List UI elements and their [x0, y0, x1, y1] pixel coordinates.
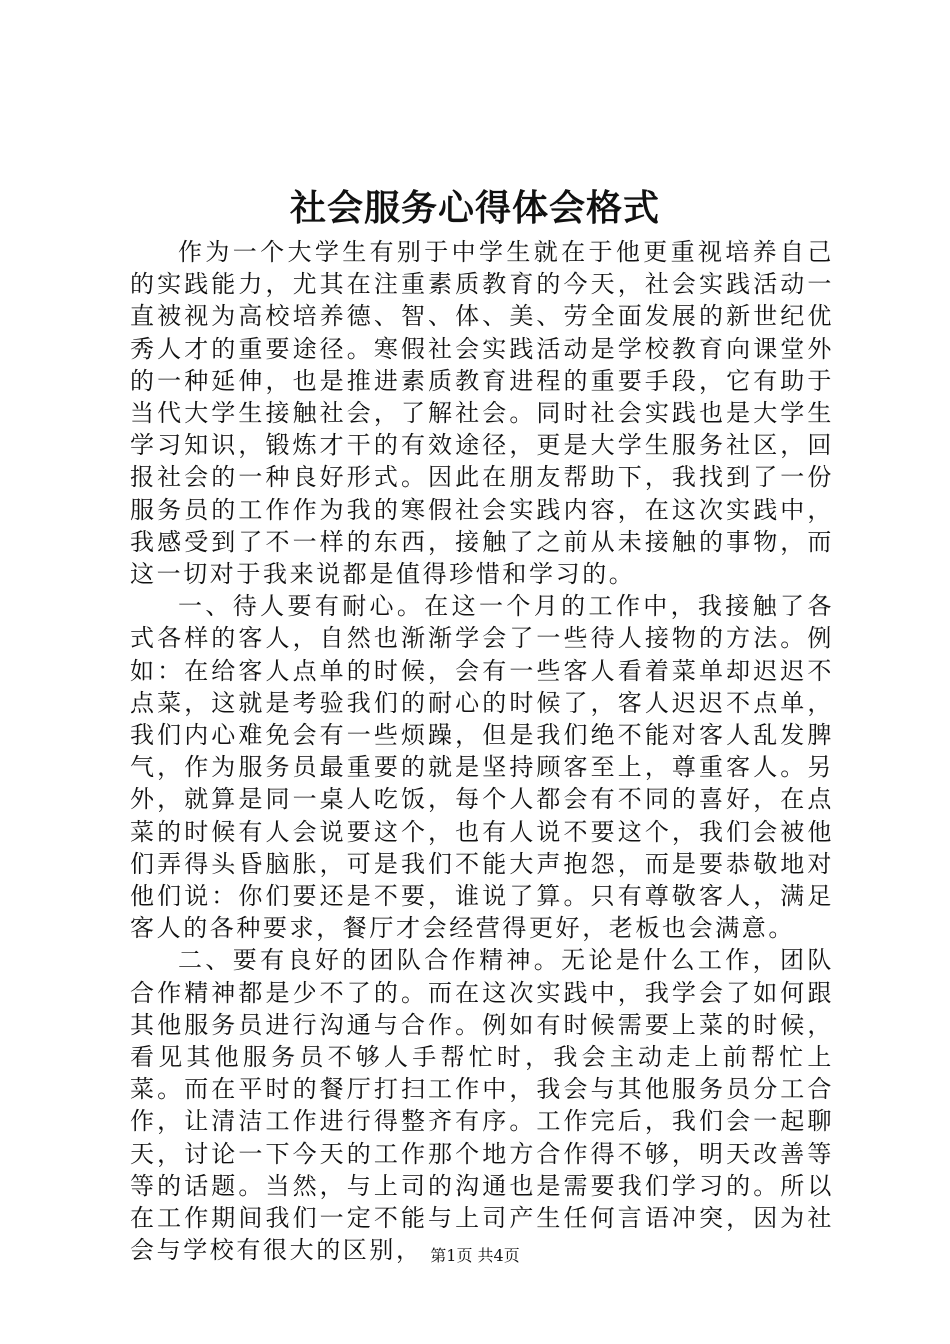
paragraph-teamwork: 二、要有良好的团队合作精神。无论是什么工作，团队合作精神都是少不了的。而在这次实践中，我学会了如何跟其他服务员进行沟通与合作。例如有时候需要上菜的时候，看见其他服务员不够人手帮忙时，我会主动走上前帮忙上菜。而在平时的餐厅打扫工作中，我会与其他服务员分工合作，让清洁工作进行得整齐有序。工作完后，我们会一起聊天，讨论一下今天的工作那个地方合作得不够，明天改善等等的话题。当然，与上司的沟通也是需要我们学习的。所以在工作期间我们一定不能与上司产生任何言语冲突，因为社会与学校有很大的区别，: [130, 946, 834, 1265]
page-number-footer: 第1页 共4页: [430, 1246, 520, 1265]
document-body: [130, 236, 834, 1267]
paragraph-intro: 作为一个大学生有别于中学生就在于他更重视培养自己的实践能力，尤其在注重素质教育的今天，社会实践活动一直被视为高校培养德、智、体、美、劳全面发展的新世纪优秀人才的重要途径。寒假社会实践活动是学校教育向课堂外的一种延伸，也是推进素质教育进程的重要手段，它有助于当代大学生接触社会，了解社会。同时社会实践也是大学生学习知识，锻炼才干的有效途径，更是大学生服务社区，回报社会的一种良好形式。因此在朋友帮助下，我找到了一份服务员的工作作为我的寒假社会实践内容，在这次实践中，我感受到了不一样的东西，接触了之前从未接触的事物，而这一切对于我来说都是值得珍惜和学习的。: [130, 238, 834, 589]
paragraph-patience: 一、待人要有耐心。在这一个月的工作中，我接触了各式各样的客人，自然也渐渐学会了一些待人接物的方法。例如：在给客人点单的时候，会有一些客人看着菜单却迟迟不点菜，这就是考验我们的耐心的时候了，客人迟迟不点单，我们内心难免会有一些烦躁，但是我们绝不能对客人乱发脾气，作为服务员最重要的就是坚持顾客至上，尊重客人。另外，就算是同一桌人吃饭，每个人都会有不同的喜好，在点菜的时候有人会说要这个，也有人说不要这个，我们会被他们弄得头昏脑胀，可是我们不能大声抱怨，而是要恭敬地对他们说：你们要还是不要，谁说了算。只有尊敬客人，满足客人的各种要求，餐厅才会经营得更好，老板也会满意。: [130, 592, 834, 943]
document-title: 社会服务心得体会格式: [289, 187, 660, 229]
